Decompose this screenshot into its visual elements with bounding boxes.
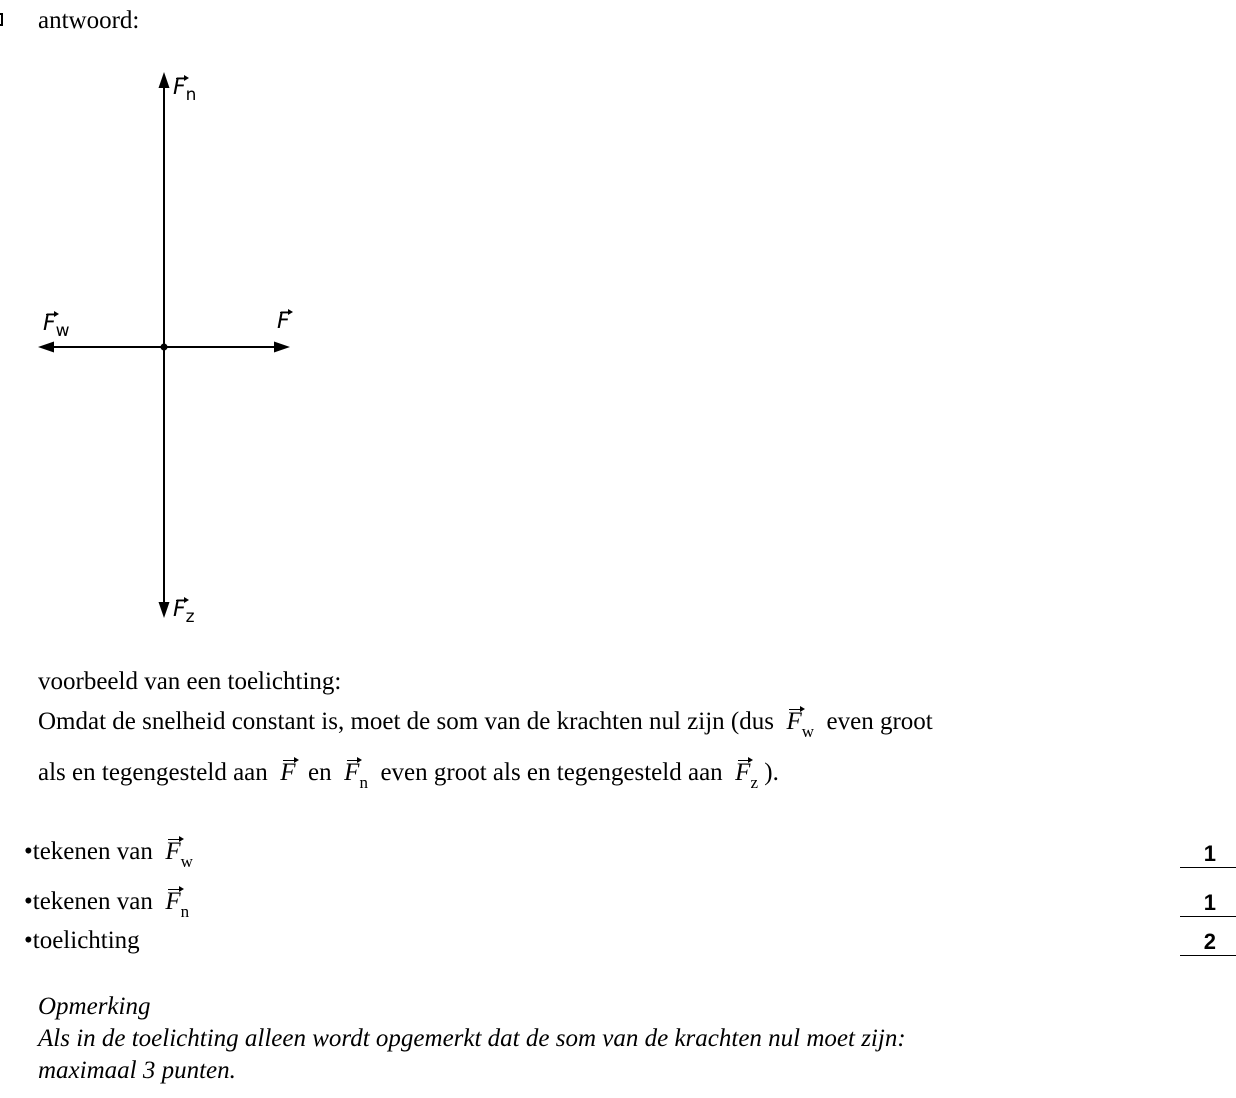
force-diagram [0,60,320,630]
note-title: Opmerking [38,993,151,1020]
label-f: F [277,309,290,334]
answer-label: antwoord: [38,7,140,34]
criterion-3-points: 2 [1180,929,1236,956]
explanation-line-2: als en tegengesteld aan F en $F_n$ even groot als en tegengesteld aan $F_z$ ). [38,759,779,792]
arrow-left-fw [38,342,54,353]
arrow-up-fn [159,72,170,88]
label-fn: $F_n$ [173,75,197,105]
label-fw: $F_w$ [43,311,70,341]
note-line-2: maximaal 3 punten. [38,1057,236,1084]
arrow-down-fz [159,602,170,618]
explanation-heading: voorbeeld van een toelichting: [38,668,342,695]
arrow-right-f [274,342,290,353]
checkbox-icon [0,13,3,26]
explanation-line-1: Omdat de snelheid constant is, moet de som van de krachten nul zijn (dus $F_w$ even groot [38,708,933,741]
point-of-application [161,344,168,351]
criterion-2: •tekenen van $F_n$ [24,888,190,921]
criterion-1: •tekenen van $F_w$ [24,838,193,871]
criterion-3: •toelichting [24,927,140,954]
criterion-1-points: 1 [1180,841,1236,868]
label-fz: $F_z$ [173,597,195,627]
note-line-1: Als in de toelichting alleen wordt opgemerkt dat de som van de krachten nul moet zijn: [38,1025,906,1052]
criterion-2-points: 1 [1180,890,1236,917]
